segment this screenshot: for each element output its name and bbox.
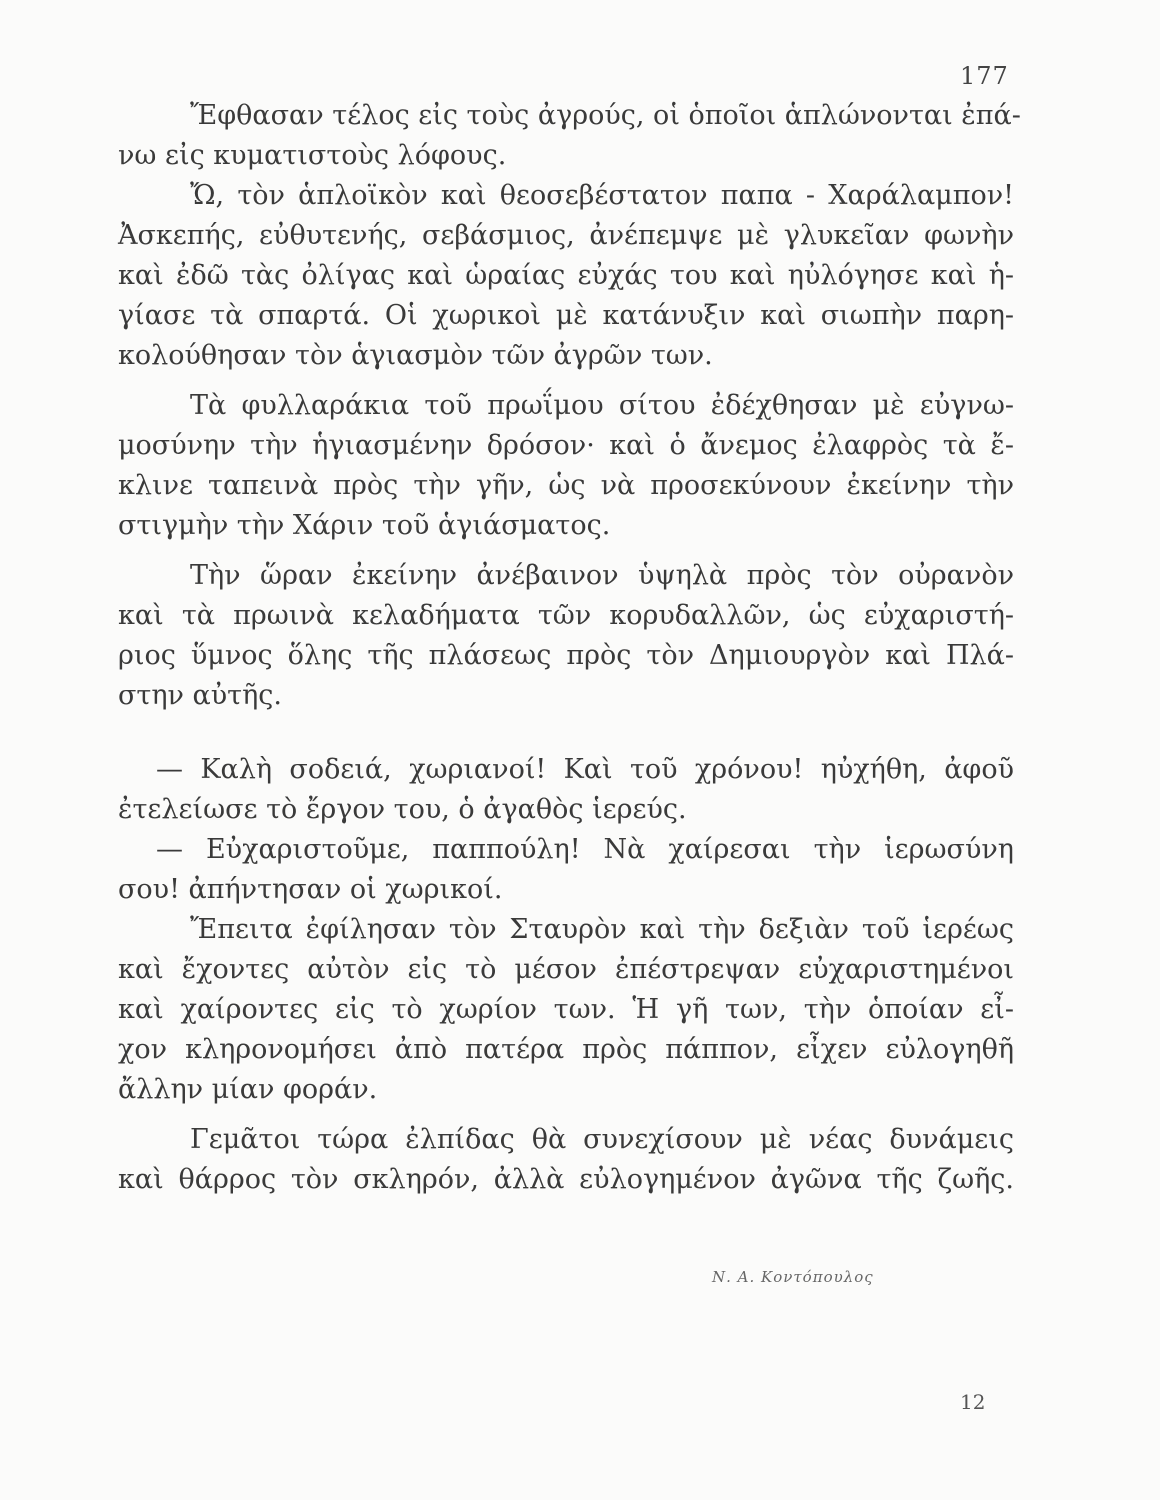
paragraph — [118, 386, 1014, 546]
text-line: ριος ὕμνος ὅλης τῆς πλάσεως πρὸς τὸν Δημιουργὸν καὶ Πλά- — [118, 640, 1014, 671]
text-line: — Εὐχαριστοῦμε, παππούλη! Νὰ χαίρεσαι τὴν ἱερωσύνη — [156, 834, 1014, 865]
text-line: καὶ ἔχοντες αὐτὸν εἰς τὸ μέσον ἐπέστρεψαν εὐχαριστημένοι — [118, 954, 1014, 985]
text-line: καὶ τὰ πρωινὰ κελαδήματα τῶν κορυδαλλῶν, ὡς εὐχαριστή- — [118, 600, 1014, 631]
body-text — [118, 96, 1021, 1200]
text-line: Ἔφθασαν τέλος εἰς τοὺς ἀγρούς, οἱ ὁποῖοι ἁπλώνονται ἐπά- — [190, 100, 1021, 131]
text-line: χον κληρονομήσει ἀπὸ πατέρα πρὸς πάππον, εἶχεν εὐλογηθῆ — [118, 1034, 1014, 1065]
signature-mark: 12 — [960, 1390, 986, 1414]
text-line: ἄλλην μίαν φοράν. — [118, 1074, 378, 1105]
text-line: μοσύνην τὴν ἡγιασμένην δρόσον· καὶ ὁ ἄνεμος ἐλαφρὸς τὰ ἔ- — [118, 430, 1014, 461]
text-line: σου! ἀπήντησαν οἱ χωρικοί. — [118, 874, 503, 905]
text-line: Τὰ φυλλαράκια τοῦ πρωΐμου σίτου ἐδέχθησαν μὲ εὐγνω- — [190, 390, 1014, 421]
text-line: γίασε τὰ σπαρτά. Οἱ χωρικοὶ μὲ κατάνυξιν καὶ σιωπὴν παρη- — [118, 300, 1014, 331]
text-line: κλινε ταπεινὰ πρὸς τὴν γῆν, ὡς νὰ προσεκύνουν ἐκείνην τὴν — [118, 470, 1014, 501]
text-line: Ἔπειτα ἐφίλησαν τὸν Σταυρὸν καὶ τὴν δεξιὰν τοῦ ἱερέως — [190, 914, 1014, 945]
text-line: Γεμᾶτοι τώρα ἐλπίδας θὰ συνεχίσουν μὲ νέας δυνάμεις — [190, 1124, 1014, 1155]
text-line: νω εἰς κυματιστοὺς λόφους. — [118, 140, 507, 171]
paragraph — [118, 910, 1014, 1110]
paragraph — [118, 96, 1021, 176]
text-line: Ὤ, τὸν ἁπλοϊκὸν καὶ θεοσεβέστατον παπα - Χαράλαμπον! — [190, 180, 1014, 211]
dialogue-line — [118, 750, 1014, 830]
section-gap — [118, 716, 1014, 750]
text-line: καὶ ἐδῶ τὰς ὀλίγας καὶ ὡραίας εὐχάς του καὶ ηὐλόγησε καὶ ἡ- — [118, 260, 1014, 291]
page-number: 177 — [960, 62, 1009, 90]
author-signature: Ν. Α. Κοντόπουλος — [712, 1268, 874, 1286]
paragraph — [118, 176, 1014, 376]
text-line: στην αὐτῆς. — [118, 680, 283, 711]
paragraph-gap — [118, 1110, 1014, 1120]
text-line: ἐτελείωσε τὸ ἔργον του, ὁ ἀγαθὸς ἱερεύς. — [118, 794, 687, 825]
dialogue-line — [118, 830, 1014, 910]
paragraph — [118, 556, 1014, 716]
text-line: καὶ θάρρος τὸν σκληρόν, ἀλλὰ εὐλογημένον ἀγῶνα τῆς ζωῆς. — [118, 1164, 1014, 1195]
text-line: καὶ χαίροντες εἰς τὸ χωρίον των. Ἡ γῆ των, τὴν ὁποίαν εἶ- — [118, 994, 1014, 1025]
text-line: στιγμὴν τὴν Χάριν τοῦ ἁγιάσματος. — [118, 510, 611, 541]
paragraph — [118, 1120, 1014, 1200]
text-line: Ἀσκεπής, εὐθυτενής, σεβάσμιος, ἀνέπεμψε μὲ γλυκεῖαν φωνὴν — [118, 220, 1014, 251]
paragraph-gap — [118, 546, 1014, 556]
paragraph-gap — [118, 376, 1014, 386]
text-line: — Καλὴ σοδειά, χωριανοί! Καὶ τοῦ χρόνου! ηὐχήθη, ἀφοῦ — [156, 754, 1014, 785]
text-line: Τὴν ὥραν ἐκείνην ἀνέβαινον ὑψηλὰ πρὸς τὸν οὐρανὸν — [190, 560, 1014, 591]
text-line: κολούθησαν τὸν ἁγιασμὸν τῶν ἀγρῶν των. — [118, 340, 713, 371]
